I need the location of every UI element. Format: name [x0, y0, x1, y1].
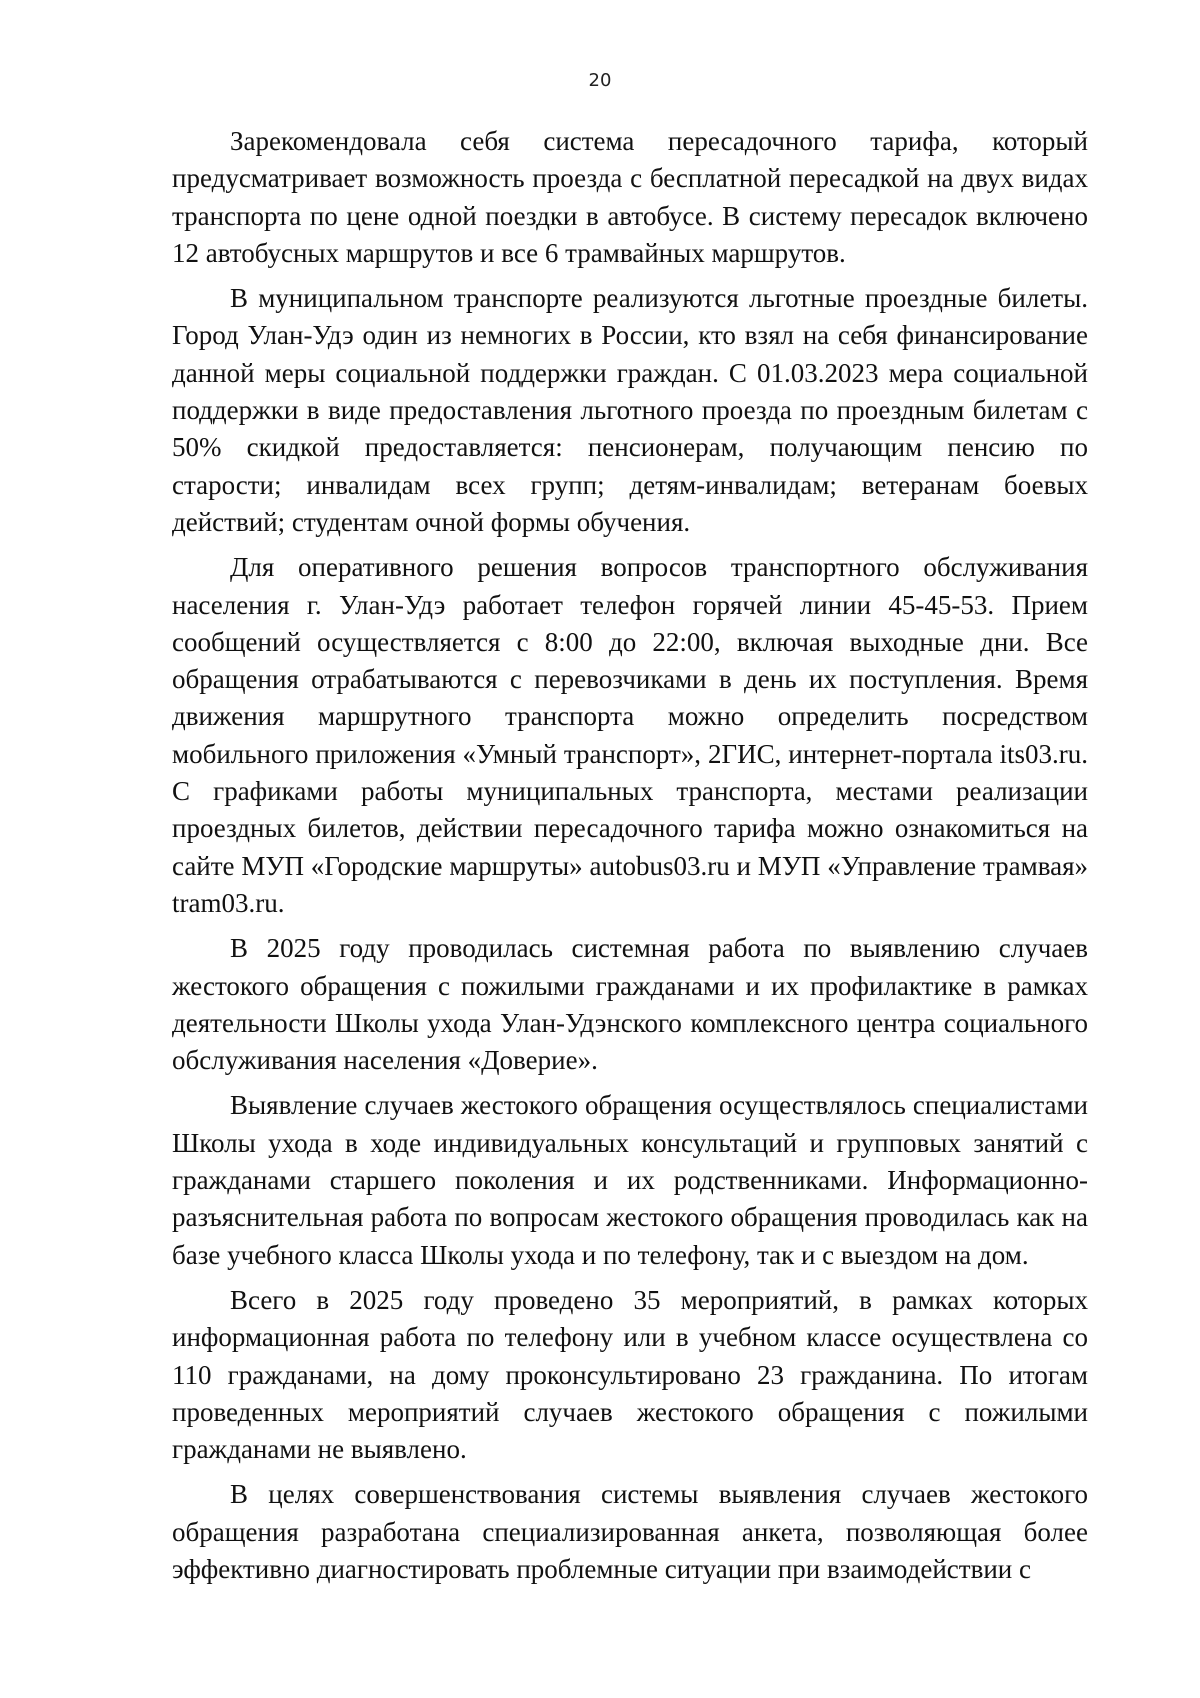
paragraph-transfer-tariff: Зарекомендовала себя система пересадочного тарифа, который предусматривает возможность проезда с бесплатной пересадкой на двух видах транспорта по цене одной поездки в автобусе. В систему пересадок включено 12 автобусных маршрутов и все 6 трамвайных маршрутов.	[172, 126, 1088, 268]
paragraph-discount-tickets: В муниципальном транспорте реализуются льготные проездные билеты. Город Улан-Удэ один из немногих в России, кто взял на себя финансирование данной меры социальной поддержки граждан. С 01.03.2023 мера социальной поддержки в виде предоставления льготного проезда по проездным билетам с 50% скидкой предоставляется: пенсионерам, получающим пенсию по старости; инвалидам всех групп; детям-инвалидам; ветеранам боевых действий; студентам очной формы обучения.	[172, 283, 1088, 537]
page-number: 20	[588, 70, 612, 91]
paragraph-statistics: Всего в 2025 году проведено 35 мероприятий, в рамках которых информационная работа по телефону или в учебном классе осуществлена со 110 гражданами, на дому проконсультировано 23 гражданина. По итогам проведенных мероприятий случаев жестокого обращения с пожилыми гражданами не выявлено.	[172, 1284, 1088, 1465]
paragraph-elder-abuse-work: В 2025 году проводилась системная работа по выявлению случаев жестокого обращения с пожилыми гражданами и их профилактике в рамках деятельности Школы ухода Улан-Удэнского комплексного центра социального обслуживания населения «Доверие».	[172, 933, 1088, 1076]
paragraph-hotline: Для оперативного решения вопросов транспортного обслуживания населения г. Улан-Удэ работает телефон горячей линии 45-45-53. Прием сообщений осуществляется с 8:00 до 22:00, включая выходные дни. Все обращения отрабатываются с перевозчиками в день их поступления. Время движения маршрутного транспорта можно определить посредством мобильного приложения «Умный транспорт», 2ГИС, интернет-портала its03.ru. С графиками работы муниципальных транспорта, местами реализации проездных билетов, действии пересадочного тарифа можно ознакомиться на сайте МУП «Городские маршруты» autobus03.ru и МУП «Управление трамвая» tram03.ru.	[172, 552, 1088, 918]
document-body	[172, 123, 1088, 1596]
paragraph-questionnaire: В целях совершенствования системы выявления случаев жестокого обращения разработана специализированная анкета, позволяющая более эффективно диагностировать проблемные ситуации при взаимодействии с	[172, 1479, 1088, 1584]
paragraph-detection: Выявление случаев жестокого обращения осуществлялось специалистами Школы ухода в ходе индивидуальных консультаций и групповых занятий с гражданами старшего поколения и их родственниками. Информационно-разъяснительная работа по вопросам жестокого обращения проводилась как на базе учебного класса Школы ухода и по телефону, так и с выездом на дом.	[172, 1090, 1088, 1270]
